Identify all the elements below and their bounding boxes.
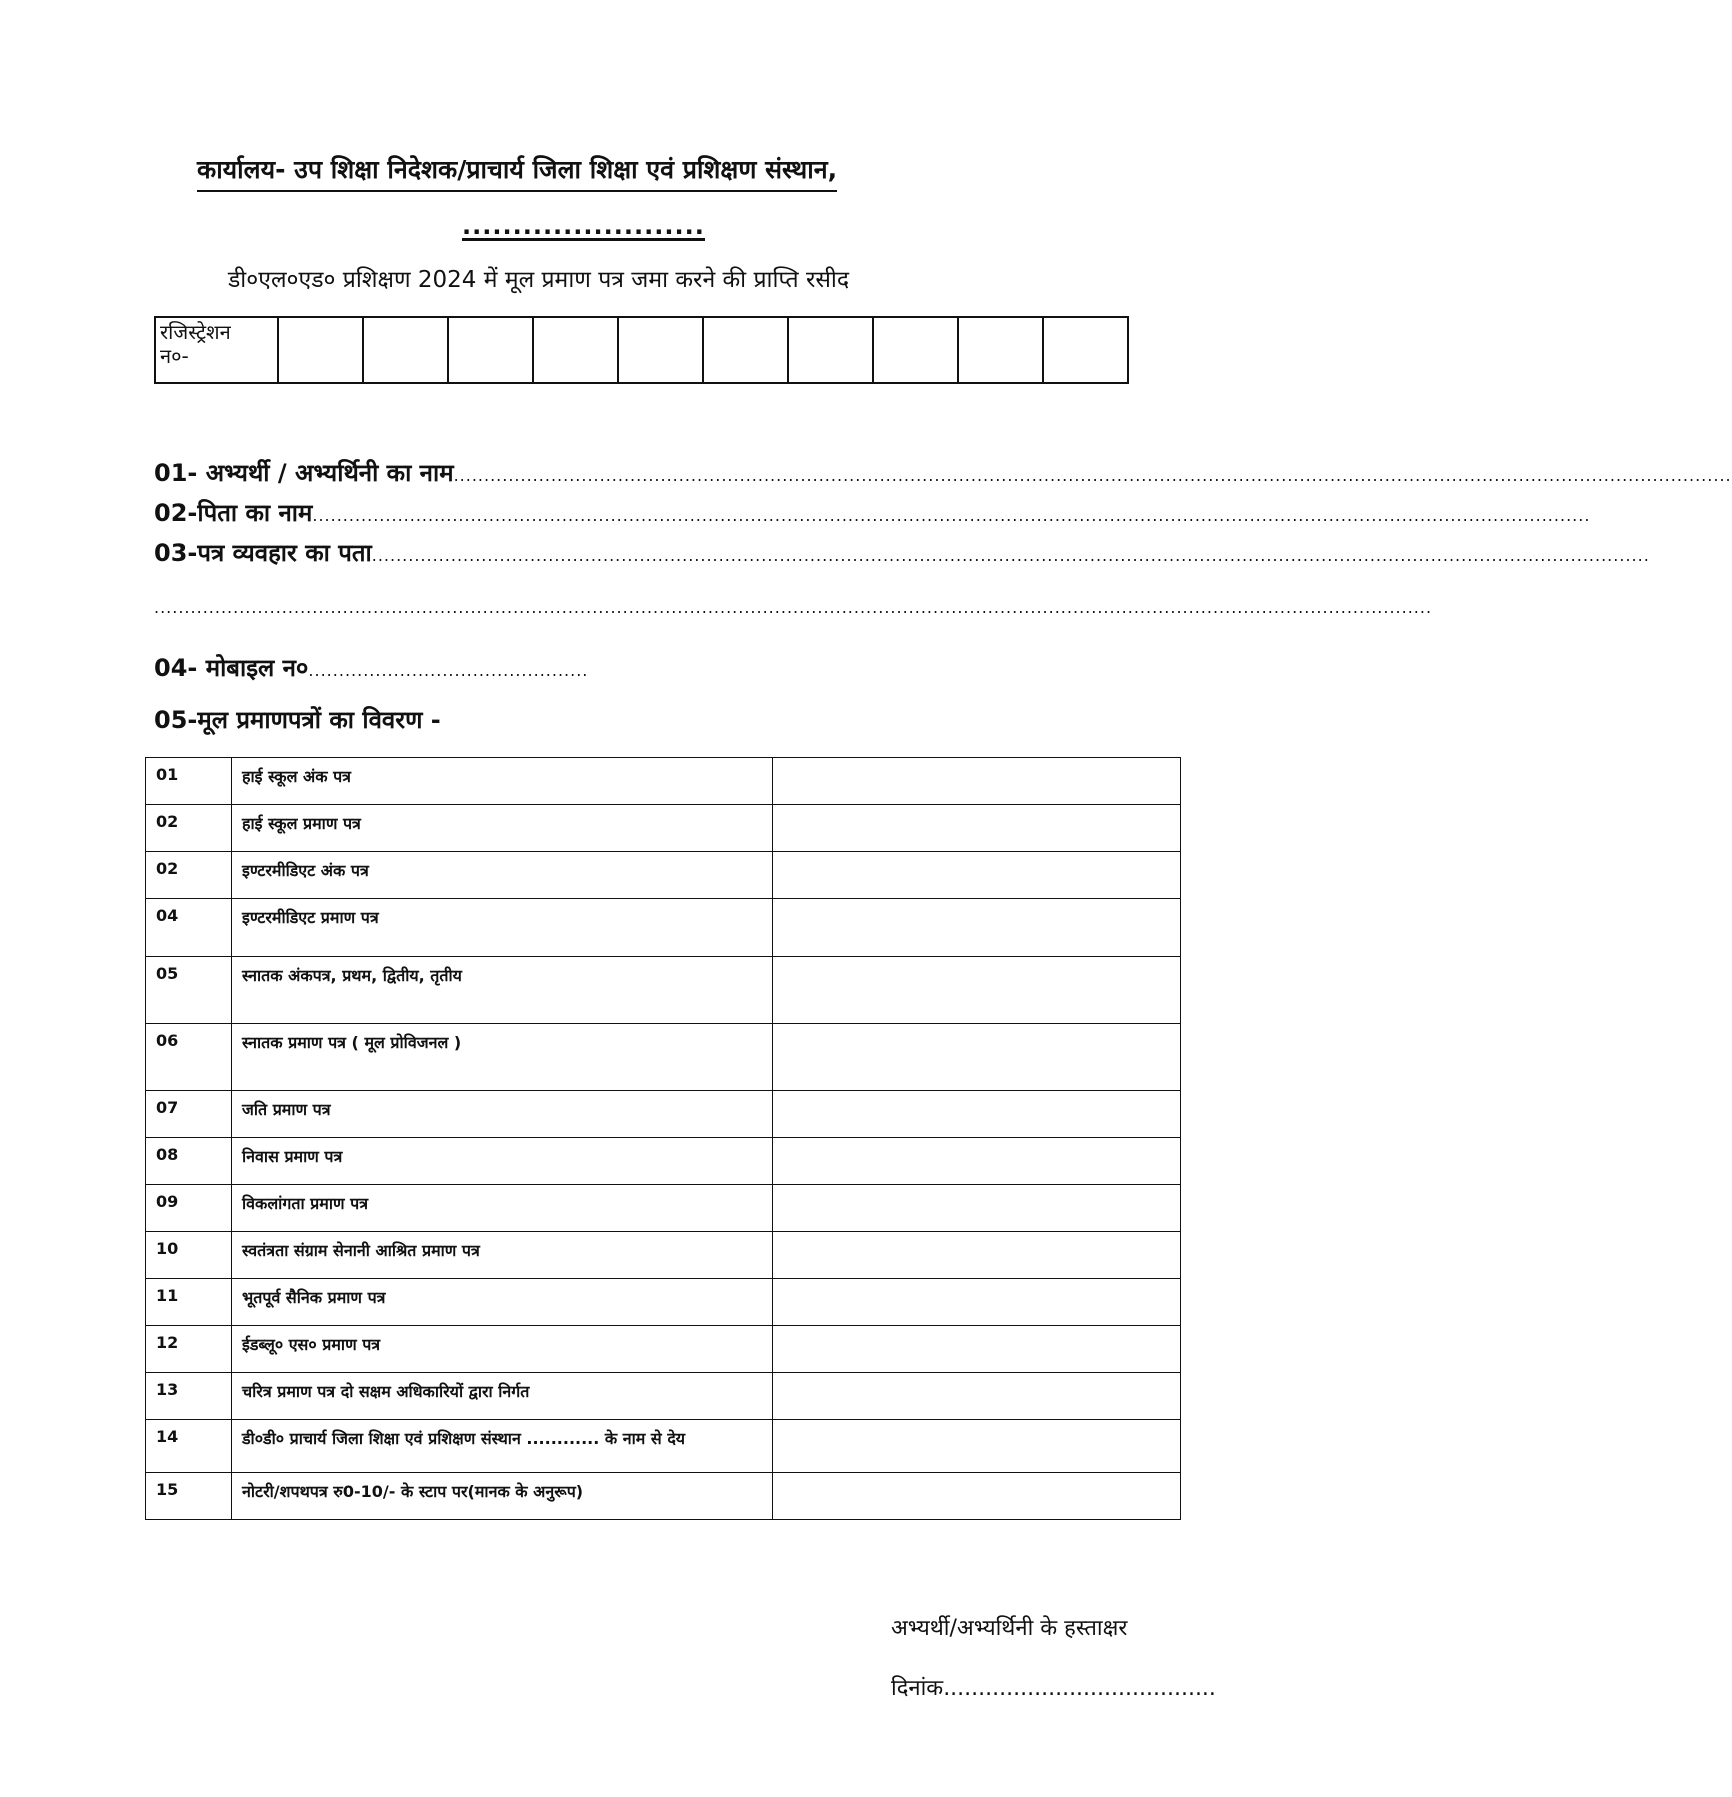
registration-digit-box[interactable] [448,317,533,383]
document-remark-cell[interactable] [773,1420,1181,1473]
document-serial: 04 [146,899,232,957]
registration-number-table [154,316,1129,384]
document-name: जति प्रमाण पत्र [232,1091,773,1138]
document-name: चरित्र प्रमाण पत्र दो सक्षम अधिकारियों द्वारा निर्गत [232,1373,773,1420]
document-remark-cell[interactable] [773,1473,1181,1520]
document-remark-cell[interactable] [773,852,1181,899]
document-name: भूतपूर्व सैनिक प्रमाण पत्र [232,1279,773,1326]
document-row [146,1326,1181,1373]
document-name: हाई स्कूल प्रमाण पत्र [232,805,773,852]
document-row [146,1279,1181,1326]
document-name: निवास प्रमाण पत्र [232,1138,773,1185]
document-remark-cell[interactable] [773,899,1181,957]
mobile-label: 04- मोबाइल न० [154,654,309,682]
address-blank-line2[interactable]: .................................................................................................................................................................................................................. [154,598,1433,617]
registration-digit-box[interactable] [958,317,1043,383]
document-row [146,1138,1181,1185]
document-name: नोटरी/शपथपत्र रु0-10/- के स्टाप पर(मानक के अनुरूप) [232,1473,773,1520]
document-serial: 12 [146,1326,232,1373]
father-name-blank[interactable]: .................................................................................................................................................................................................................. [312,506,1591,525]
document-row [146,1091,1181,1138]
document-remark-cell[interactable] [773,1279,1181,1326]
registration-label-line1: रजिस्ट्रेशन [160,320,231,344]
document-serial: 09 [146,1185,232,1232]
document-row [146,1024,1181,1091]
document-name: स्नातक प्रमाण पत्र ( मूल प्रोविजनल ) [232,1024,773,1091]
document-name: हाई स्कूल अंक पत्र [232,758,773,805]
registration-digit-box[interactable] [788,317,873,383]
registration-digit-box[interactable] [533,317,618,383]
document-remark-cell[interactable] [773,1373,1181,1420]
date-field[interactable] [891,1672,1216,1702]
office-title: कार्यालय- उप शिक्षा निदेशक/प्राचार्य जिला शिक्षा एवं प्रशिक्षण संस्थान, [197,152,837,192]
document-remark-cell[interactable] [773,1185,1181,1232]
document-serial: 01 [146,758,232,805]
document-remark-cell[interactable] [773,957,1181,1024]
candidate-name-blank[interactable]: .................................................................................................................................................................................................................. [453,466,1732,485]
signature-label: अभ्यर्थी/अभ्यर्थिनी के हस्ताक्षर [891,1616,1128,1641]
document-row [146,1373,1181,1420]
document-name: डी०डी० प्राचार्य जिला शिक्षा एवं प्रशिक्षण संस्थान ............ के नाम से देय [232,1420,773,1473]
receipt-subtitle: डी०एल०एड० प्रशिक्षण 2024 में मूल प्रमाण पत्र जमा करने की प्राप्ति रसीद [228,267,850,293]
registration-digit-box[interactable] [703,317,788,383]
document-serial: 15 [146,1473,232,1520]
address-field[interactable] [154,536,1650,569]
document-row [146,852,1181,899]
registration-digit-box[interactable] [873,317,958,383]
document-serial: 05 [146,957,232,1024]
document-row [146,1420,1181,1473]
document-serial: 02 [146,805,232,852]
document-name: स्नातक अंकपत्र, प्रथम, द्वितीय, तृतीय [232,957,773,1024]
document-row [146,805,1181,852]
address-label: 03-पत्र व्यवहार का पता [154,539,372,567]
document-serial: 13 [146,1373,232,1420]
document-row [146,1232,1181,1279]
registration-label [155,317,278,383]
document-name: विकलांगता प्रमाण पत्र [232,1185,773,1232]
candidate-name-label: 01- अभ्यर्थी / अभ्यर्थिनी का नाम [154,459,454,487]
document-remark-cell[interactable] [773,805,1181,852]
document-serial: 14 [146,1420,232,1473]
father-name-field[interactable] [154,496,1591,529]
date-label: दिनांक [891,1676,944,1701]
address-blank[interactable]: .................................................................................................................................................................................................................. [371,546,1650,565]
date-blank[interactable]: ....................................... [943,1676,1216,1701]
document-name: इण्टरमीडिएट अंक पत्र [232,852,773,899]
document-remark-cell[interactable] [773,1138,1181,1185]
registration-digit-box[interactable] [278,317,363,383]
document-row [146,1185,1181,1232]
document-row [146,758,1181,805]
registration-digit-box[interactable] [618,317,703,383]
document-serial: 11 [146,1279,232,1326]
document-row [146,957,1181,1024]
document-serial: 02 [146,852,232,899]
father-name-label: 02-पिता का नाम [154,499,313,527]
document-serial: 10 [146,1232,232,1279]
document-remark-cell[interactable] [773,1232,1181,1279]
document-row [146,899,1181,957]
documents-table [145,757,1181,1520]
document-name: स्वतंत्रता संग्राम सेनानी आश्रित प्रमाण पत्र [232,1232,773,1279]
document-remark-cell[interactable] [773,1091,1181,1138]
document-remark-cell[interactable] [773,758,1181,805]
mobile-field[interactable] [154,651,589,684]
document-name: ईडब्लू० एस० प्रमाण पत्र [232,1326,773,1373]
document-serial: 08 [146,1138,232,1185]
candidate-name-field[interactable] [154,456,1732,489]
document-serial: 06 [146,1024,232,1091]
registration-digit-box[interactable] [363,317,448,383]
document-remark-cell[interactable] [773,1024,1181,1091]
documents-heading: 05-मूल प्रमाणपत्रों का विवरण - [154,706,441,734]
document-remark-cell[interactable] [773,1326,1181,1373]
document-row [146,1473,1181,1520]
office-name-blank[interactable]: ........................ [462,212,705,240]
registration-label-line2: न०- [160,344,189,368]
mobile-blank[interactable]: .............................................. [308,661,589,680]
document-serial: 07 [146,1091,232,1138]
document-name: इण्टरमीडिएट प्रमाण पत्र [232,899,773,957]
registration-digit-box[interactable] [1043,317,1128,383]
